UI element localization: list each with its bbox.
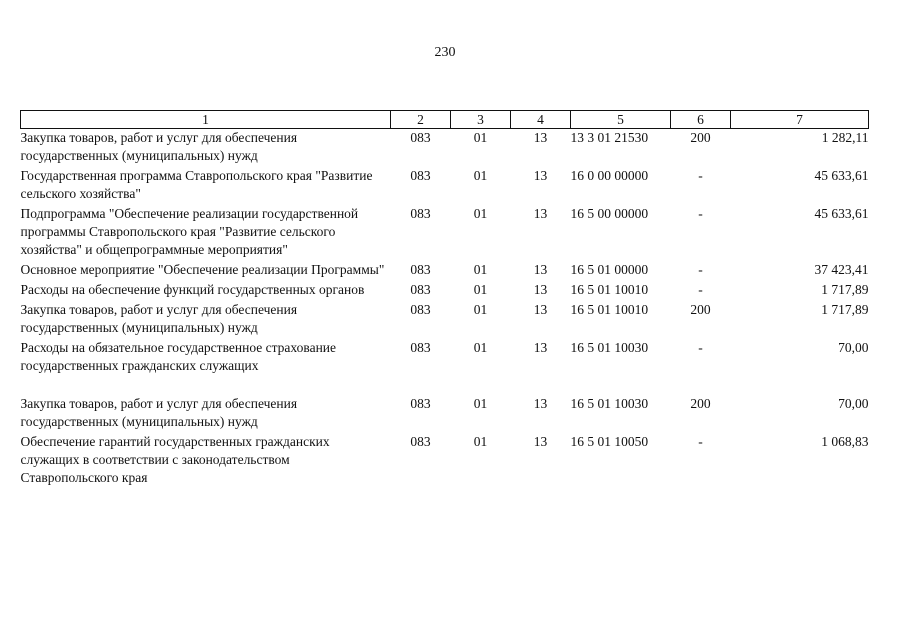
row-name: Основное мероприятие "Обеспечение реализации Программы": [20, 262, 385, 277]
row-ministry-code: 083: [410, 130, 431, 145]
row-expense-type: -: [698, 340, 703, 355]
page-number: 230: [434, 45, 456, 60]
row-name: Расходы на обеспечение функций государственных органов: [20, 282, 365, 297]
row-section-code: 01: [473, 282, 488, 297]
table-row: [21, 339, 869, 377]
row-ministry-code: 083: [410, 396, 431, 411]
row-ministry-code: 083: [410, 434, 431, 449]
row-section-code: 01: [473, 434, 488, 449]
row-subsection-code: 13: [533, 302, 548, 317]
row-name: Обеспечение гарантий государственных гражданских служащих в соответствии с законодательством Ставропольского края: [20, 434, 330, 485]
row-target-code: 13 3 01 21530: [570, 130, 649, 145]
row-name: Государственная программа Ставропольского края "Развитие сельского хозяйства": [20, 168, 373, 201]
row-section-code: 01: [473, 130, 488, 145]
row-expense-type: 200: [690, 302, 711, 317]
row-expense-type: -: [698, 262, 703, 277]
row-subsection-code: 13: [533, 282, 548, 297]
row-expense-type: 200: [690, 130, 711, 145]
row-name: Закупка товаров, работ и услуг для обеспечения государственных (муниципальных) нужд: [20, 130, 298, 163]
row-target-code: 16 5 00 00000: [570, 206, 649, 221]
row-subsection-code: 13: [533, 130, 548, 145]
row-name: Закупка товаров, работ и услуг для обеспечения государственных (муниципальных) нужд: [20, 396, 298, 429]
row-name: Закупка товаров, работ и услуг для обеспечения государственных (муниципальных) нужд: [20, 302, 298, 335]
table-row: [21, 129, 869, 168]
row-target-code: 16 5 01 10050: [570, 434, 649, 449]
row-amount: 1 717,89: [821, 302, 869, 317]
row-amount: 1 068,83: [821, 434, 869, 449]
column-header-4: 4: [511, 111, 571, 129]
row-ministry-code: 083: [410, 206, 431, 221]
row-expense-type: -: [698, 168, 703, 183]
row-target-code: 16 5 01 10010: [570, 302, 649, 317]
table-row: [21, 301, 869, 339]
row-subsection-code: 13: [533, 206, 548, 221]
row-target-code: 16 5 01 10010: [570, 282, 649, 297]
row-ministry-code: 083: [410, 340, 431, 355]
row-target-code: 16 5 01 10030: [570, 396, 649, 411]
row-subsection-code: 13: [533, 262, 548, 277]
row-subsection-code: 13: [533, 340, 548, 355]
column-header-6: 6: [671, 111, 731, 129]
row-section-code: 01: [473, 396, 488, 411]
row-target-code: 16 0 00 00000: [570, 168, 649, 183]
row-amount: 45 633,61: [814, 206, 869, 221]
table-row: [21, 395, 869, 433]
row-name: Подпрограмма "Обеспечение реализации государственной программы Ставропольского края "Развитие сельского хозяйства" и общепрограммные мероприятия": [20, 206, 359, 257]
row-expense-type: -: [698, 434, 703, 449]
column-header-5: 5: [571, 111, 671, 129]
row-section-code: 01: [473, 206, 488, 221]
budget-table: [20, 110, 869, 489]
column-header-1: 1: [21, 111, 391, 129]
table-header: [21, 111, 869, 129]
row-amount: 1 717,89: [821, 282, 869, 297]
column-header-7: 7: [731, 111, 869, 129]
row-section-code: 01: [473, 340, 488, 355]
table-row: [21, 167, 869, 205]
row-section-code: 01: [473, 262, 488, 277]
row-section-code: 01: [473, 168, 488, 183]
row-expense-type: -: [698, 206, 703, 221]
row-spacer: [21, 377, 869, 395]
table-row: [21, 281, 869, 301]
row-subsection-code: 13: [533, 168, 548, 183]
row-ministry-code: 083: [410, 262, 431, 277]
table-body: [21, 129, 869, 490]
table-row: [21, 205, 869, 261]
table-row: [21, 261, 869, 281]
row-amount: 1 282,11: [821, 130, 869, 145]
row-target-code: 16 5 01 10030: [570, 340, 649, 355]
table-row: [21, 433, 869, 489]
row-target-code: 16 5 01 00000: [570, 262, 649, 277]
row-name: Расходы на обязательное государственное страхование государственных гражданских служащих: [20, 340, 337, 373]
row-ministry-code: 083: [410, 168, 431, 183]
row-ministry-code: 083: [410, 282, 431, 297]
row-amount: 37 423,41: [814, 262, 869, 277]
row-expense-type: -: [698, 282, 703, 297]
header-row: [21, 111, 869, 129]
row-subsection-code: 13: [533, 396, 548, 411]
row-expense-type: 200: [690, 396, 711, 411]
row-amount: 70,00: [838, 340, 869, 355]
row-ministry-code: 083: [410, 302, 431, 317]
row-amount: 70,00: [838, 396, 869, 411]
column-header-3: 3: [451, 111, 511, 129]
row-section-code: 01: [473, 302, 488, 317]
column-header-2: 2: [391, 111, 451, 129]
row-amount: 45 633,61: [814, 168, 869, 183]
row-subsection-code: 13: [533, 434, 548, 449]
